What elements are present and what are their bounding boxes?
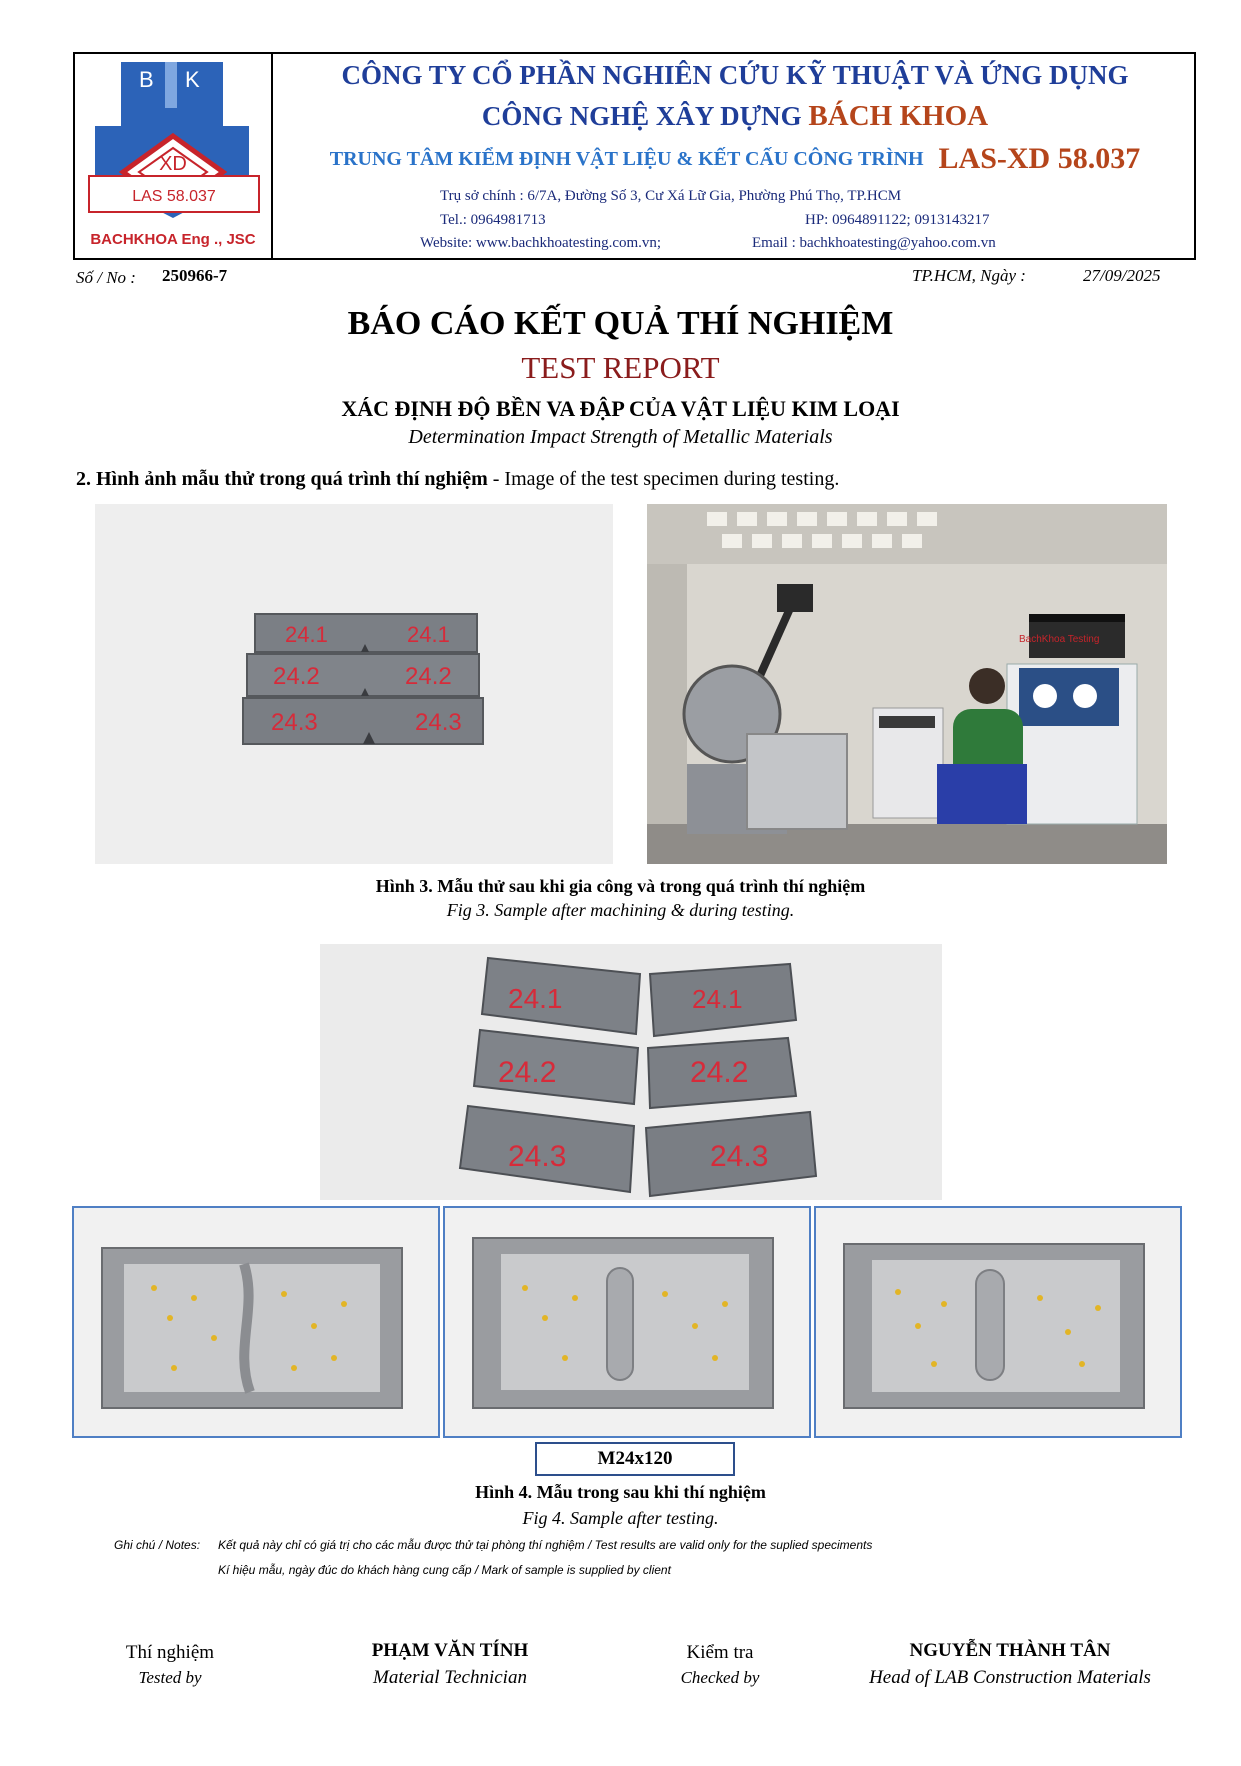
fig4-caption-en: Fig 4. Sample after testing. — [522, 1508, 719, 1528]
company-name-line2 — [280, 100, 1190, 133]
las-code: LAS-XD 58.037 — [938, 142, 1141, 175]
notes-line1: Kết quả này chỉ có giá trị cho các mẫu được thử tại phòng thí nghiệm / Test results are valid only for the suplied speciments — [218, 1538, 873, 1552]
report-subtitle-en: Determination Impact Strength of Metallic Materials — [408, 426, 833, 448]
photo-specimens-after — [320, 944, 942, 1200]
hp: HP: 0964891122; 0913143217 — [805, 212, 990, 228]
after-24-1-right: 24.1 — [692, 984, 743, 1014]
after-24-3-left: 24.3 — [508, 1140, 567, 1173]
after-24-2-left: 24.2 — [498, 1056, 557, 1089]
photo-specimens-before — [95, 504, 613, 864]
logo-letter-k: K — [185, 67, 200, 92]
section-heading-vi: 2. Hình ảnh mẫu thử trong quá trình thí nghiệm — [76, 468, 488, 490]
label-24-2-left: 24.2 — [273, 663, 320, 690]
label-24-3-left: 24.3 — [271, 709, 318, 736]
report-no-value: 250966-7 — [162, 266, 228, 285]
label-24-3-right: 24.3 — [415, 709, 462, 736]
company-name-prefix: CÔNG NGHỆ XÂY DỰNG — [481, 101, 802, 131]
technician-name: PHẠM VĂN TÍNH — [371, 1640, 529, 1661]
fracture-surface-3-illustration — [816, 1208, 1180, 1436]
photo-testing-lab — [647, 504, 1167, 864]
after-24-2-right: 24.2 — [690, 1056, 749, 1089]
report-subtitle: XÁC ĐỊNH ĐỘ BỀN VA ĐẬP CỦA VẬT LIỆU KIM LOẠI — [341, 396, 900, 421]
report-title-en: TEST REPORT — [521, 350, 720, 385]
logo-name: BACHKHOA Eng ., JSC — [90, 231, 256, 248]
checked-by-label-en: Checked by — [680, 1668, 760, 1687]
label-24-2-right: 24.2 — [405, 663, 452, 690]
fracture-surface-1-illustration — [74, 1208, 438, 1436]
tested-by-label: Thí nghiệm — [125, 1642, 215, 1663]
center-name: TRUNG TÂM KIỂM ĐỊNH VẬT LIỆU & KẾT CẤU CÔNG TRÌNH — [329, 148, 924, 170]
head-name: NGUYỄN THÀNH TÂN — [909, 1640, 1111, 1661]
date-value: 27/09/2025 — [1083, 266, 1161, 285]
address: Trụ sở chính : 6/7A, Đường Số 3, Cư Xá Lữ Gia, Phường Phú Thọ, TP.HCM — [440, 188, 902, 204]
notes-label: Ghi chú / Notes: — [114, 1538, 201, 1552]
company-logo — [73, 52, 269, 256]
machine-brand: BachKhoa Testing — [1019, 634, 1100, 645]
tested-by-label-en: Tested by — [138, 1668, 202, 1687]
after-24-3-right: 24.3 — [710, 1140, 769, 1173]
fracture-surface-2-illustration — [445, 1208, 809, 1436]
logo-letter-b: B — [139, 67, 154, 92]
logo-xd: XD — [159, 153, 187, 175]
date-label: TP.HCM, Ngày : — [912, 266, 1026, 285]
head-title: Head of LAB Construction Materials — [869, 1667, 1151, 1688]
testing-lab-illustration — [647, 504, 1167, 864]
tel: Tel.: 0964981713 — [440, 212, 546, 228]
logo-cell — [73, 52, 273, 260]
report-title: BÁO CÁO KẾT QUẢ THÍ NGHIỆM — [347, 305, 894, 342]
fracture-surface-1 — [72, 1206, 440, 1438]
fig4-caption: Hình 4. Mẫu trong sau khi thí nghiệm — [475, 1482, 766, 1502]
report-no-label: Số / No : — [76, 268, 136, 287]
specimens-after-illustration — [320, 944, 942, 1200]
fig3-caption-en: Fig 3. Sample after machining & during testing. — [446, 900, 795, 920]
email: Email : bachkhoatesting@yahoo.com.vn — [752, 235, 996, 251]
section-heading-en: - Image of the test specimen during testing. — [487, 468, 840, 490]
fracture-surface-2 — [443, 1206, 811, 1438]
center-line — [280, 142, 1190, 176]
fracture-surface-3 — [814, 1206, 1182, 1438]
specimens-before-illustration — [95, 504, 613, 864]
fig3-caption: Hình 3. Mẫu thử sau khi gia công và trong quá trình thí nghiệm — [375, 876, 866, 896]
label-24-1-left: 24.1 — [285, 622, 328, 647]
company-brand: BÁCH KHOA — [808, 100, 989, 132]
checked-by-label: Kiểm tra — [686, 1642, 754, 1663]
section-heading — [76, 468, 839, 491]
company-name-line1: CÔNG TY CỔ PHẦN NGHIÊN CỨU KỸ THUẬT VÀ ỨNG DỤNG — [341, 60, 1129, 90]
website: Website: www.bachkhoatesting.com.vn; — [420, 235, 662, 251]
after-24-1-left: 24.1 — [508, 983, 563, 1014]
sample-label-box: M24x120 — [535, 1442, 735, 1476]
logo-las: LAS 58.037 — [132, 188, 216, 205]
label-24-1-right: 24.1 — [407, 622, 450, 647]
notes-line2: Kí hiệu mẫu, ngày đúc do khách hàng cung cấp / Mark of sample is supplied by client — [218, 1563, 671, 1577]
technician-title: Material Technician — [373, 1667, 527, 1688]
